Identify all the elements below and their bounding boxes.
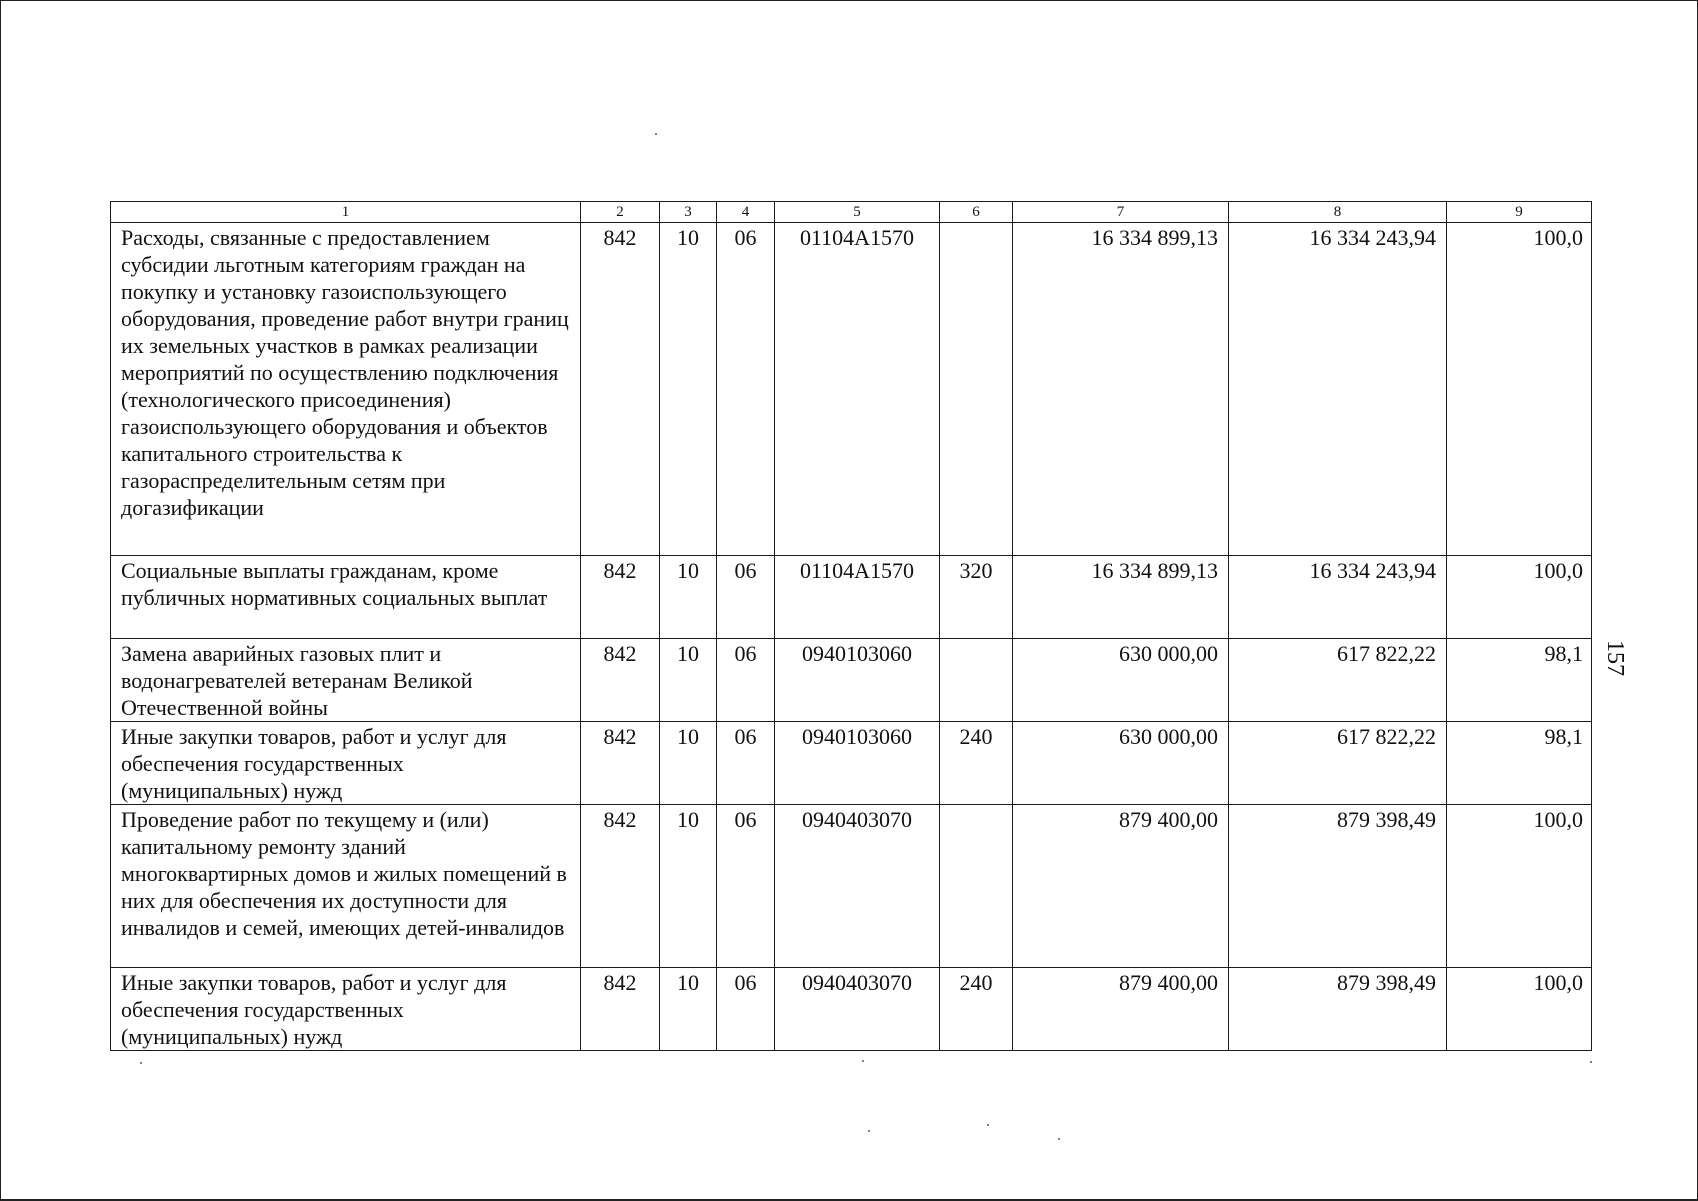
cell-target-item: 01104A1570: [775, 223, 940, 556]
cell-planned: 630 000,00: [1013, 722, 1229, 805]
cell-executed: 16 334 243,94: [1229, 223, 1447, 556]
cell-expense-type: 240: [940, 968, 1013, 1051]
column-header: 3: [660, 202, 717, 223]
cell-executed: 617 822,22: [1229, 722, 1447, 805]
column-header: 4: [717, 202, 775, 223]
cell-target-item: 0940103060: [775, 639, 940, 722]
cell-planned: 879 400,00: [1013, 805, 1229, 968]
cell-planned: 879 400,00: [1013, 968, 1229, 1051]
cell-subsection: 06: [717, 556, 775, 639]
cell-expense-type: [940, 639, 1013, 722]
row-name: Расходы, связанные с предоставлением субсидии льготным категориям граждан на покупку и установку газоиспользующего оборудования, проведение работ внутри границ их земельных участков в рамках реализации мероприятий по осуществлению подключения (технологического присоединения) газоиспользующего оборудования и объектов капитального строительства к газораспределительным сетям при догазификации: [111, 223, 581, 556]
cell-executed: 16 334 243,94: [1229, 556, 1447, 639]
cell-percent: 98,1: [1447, 639, 1592, 722]
cell-department: 842: [581, 805, 660, 968]
cell-section: 10: [660, 805, 717, 968]
column-header: 8: [1229, 202, 1447, 223]
cell-subsection: 06: [717, 223, 775, 556]
budget-table: [110, 201, 1592, 1051]
cell-percent: 100,0: [1447, 968, 1592, 1051]
cell-planned: 630 000,00: [1013, 639, 1229, 722]
cell-department: 842: [581, 968, 660, 1051]
row-name: Социальные выплаты гражданам, кроме публичных нормативных социальных выплат: [111, 556, 581, 639]
cell-percent: 100,0: [1447, 556, 1592, 639]
scan-speck: [1058, 1138, 1060, 1140]
cell-target-item: 01104A1570: [775, 556, 940, 639]
column-header: 6: [940, 202, 1013, 223]
cell-department: 842: [581, 722, 660, 805]
table-row: [111, 968, 1592, 1051]
cell-expense-type: 320: [940, 556, 1013, 639]
cell-subsection: 06: [717, 639, 775, 722]
cell-section: 10: [660, 639, 717, 722]
page-number: 157: [1602, 640, 1628, 676]
cell-target-item: 0940403070: [775, 805, 940, 968]
table-row: [111, 805, 1592, 968]
scan-speck: [1590, 1061, 1592, 1063]
cell-department: 842: [581, 639, 660, 722]
scan-speck: [140, 1062, 142, 1064]
cell-department: 842: [581, 223, 660, 556]
row-name: Замена аварийных газовых плит и водонагревателей ветеранам Великой Отечественной войны: [111, 639, 581, 722]
cell-subsection: 06: [717, 805, 775, 968]
table-row: [111, 639, 1592, 722]
scan-speck: [862, 1060, 864, 1062]
column-header: 2: [581, 202, 660, 223]
cell-subsection: 06: [717, 968, 775, 1051]
column-header: 5: [775, 202, 940, 223]
cell-section: 10: [660, 556, 717, 639]
cell-expense-type: 240: [940, 722, 1013, 805]
cell-section: 10: [660, 968, 717, 1051]
cell-percent: 100,0: [1447, 805, 1592, 968]
cell-expense-type: [940, 805, 1013, 968]
cell-expense-type: [940, 223, 1013, 556]
row-name: Иные закупки товаров, работ и услуг для обеспечения государственных (муниципальных) нужд: [111, 722, 581, 805]
scan-speck: [868, 1130, 870, 1132]
table-row: [111, 223, 1592, 556]
cell-department: 842: [581, 556, 660, 639]
cell-planned: 16 334 899,13: [1013, 223, 1229, 556]
cell-section: 10: [660, 722, 717, 805]
table-row: [111, 556, 1592, 639]
cell-target-item: 0940403070: [775, 968, 940, 1051]
column-header: 7: [1013, 202, 1229, 223]
cell-executed: 879 398,49: [1229, 968, 1447, 1051]
cell-section: 10: [660, 223, 717, 556]
column-header: 9: [1447, 202, 1592, 223]
cell-subsection: 06: [717, 722, 775, 805]
scan-speck: [655, 133, 657, 135]
row-name: Иные закупки товаров, работ и услуг для обеспечения государственных (муниципальных) нужд: [111, 968, 581, 1051]
cell-executed: 617 822,22: [1229, 639, 1447, 722]
cell-executed: 879 398,49: [1229, 805, 1447, 968]
table-row: [111, 722, 1592, 805]
row-name: Проведение работ по текущему и (или) капитальному ремонту зданий многоквартирных домов и жилых помещений в них для обеспечения их доступности для инвалидов и семей, имеющих детей-инвалидов: [111, 805, 581, 968]
column-header: 1: [111, 202, 581, 223]
cell-percent: 98,1: [1447, 722, 1592, 805]
header-row: [111, 202, 1592, 223]
cell-planned: 16 334 899,13: [1013, 556, 1229, 639]
cell-target-item: 0940103060: [775, 722, 940, 805]
scan-speck: [987, 1124, 989, 1126]
cell-percent: 100,0: [1447, 223, 1592, 556]
